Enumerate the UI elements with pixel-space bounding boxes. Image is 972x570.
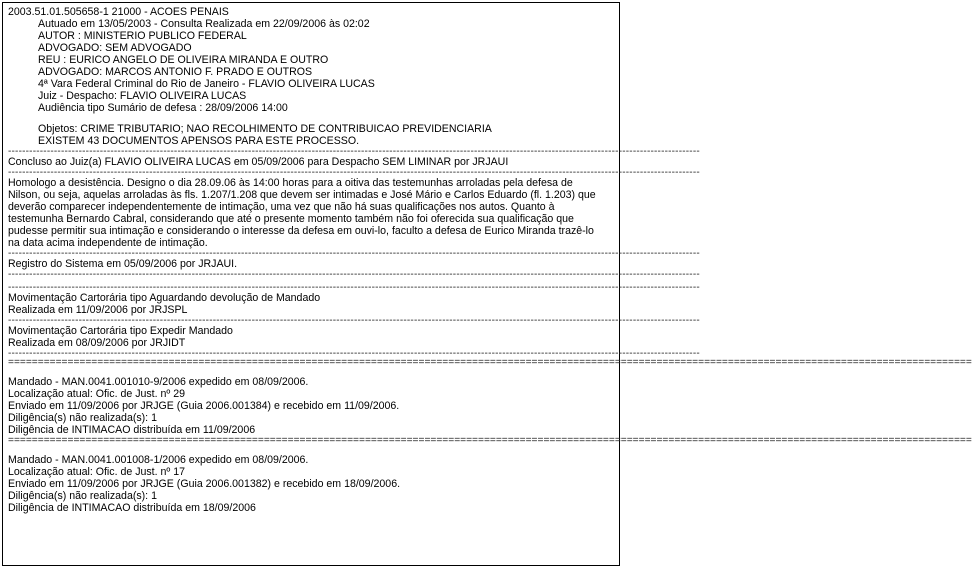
conclusao-line: Concluso ao Juiz(a) FLAVIO OLIVEIRA LUCAS em 05/09/2006 para Despacho SEM LIMINAR por JRJAUI (8, 156, 509, 168)
dash-separator: ---------------------------------------------------------------------------------------------------------------------------------------------------------------------------------------------------- (8, 248, 700, 259)
document-page (2, 2, 972, 566)
equals-separator: ================================================================================================================================================================== (8, 435, 972, 446)
movimentacao-realizada: Realizada em 11/09/2006 por JRJSPL (8, 304, 188, 316)
mandado-enviado: Enviado em 11/09/2006 por JRJGE (Guia 2006.001384) e recebido em 11/09/2006. (8, 400, 400, 412)
autor-line: AUTOR : MINISTERIO PUBLICO FEDERAL (38, 30, 247, 42)
mandado-enviado: Enviado em 11/09/2006 por JRJGE (Guia 2006.001382) e recebido em 18/09/2006. (8, 478, 401, 490)
mandado-diligencias: Diligência(s) não realizada(s): 1 (8, 490, 157, 502)
dash-separator: ---------------------------------------------------------------------------------------------------------------------------------------------------------------------------------------------------- (8, 167, 700, 178)
objetos-line: Objetos: CRIME TRIBUTARIO; NAO RECOLHIMENTO DE CONTRIBUICAO PREVIDENCIARIA (38, 123, 492, 135)
mandado-title: Mandado - MAN.0041.001010-9/2006 expedido em 08/09/2006. (8, 376, 309, 388)
advogado-reu-line: ADVOGADO: MARCOS ANTONIO F. PRADO E OUTROS (38, 66, 313, 78)
mandado-localizacao: Localização atual: Ofic. de Just. nº 29 (8, 388, 186, 400)
mandado-localizacao: Localização atual: Ofic. de Just. nº 17 (8, 466, 186, 478)
mandado-distribuida: Diligência de INTIMACAO distribuída em 11/09/2006 (8, 424, 256, 436)
registro-line: Registro do Sistema em 05/09/2006 por JRJAUI. (8, 258, 238, 270)
movimentacao-tipo: Movimentação Cartorária tipo Aguardando devolução de Mandado (8, 292, 321, 304)
advogado-autor-line: ADVOGADO: SEM ADVOGADO (38, 42, 192, 54)
autuado-line: Autuado em 13/05/2003 - Consulta Realizada em 22/09/2006 às 02:02 (38, 18, 370, 30)
dash-separator: ---------------------------------------------------------------------------------------------------------------------------------------------------------------------------------------------------- (8, 269, 700, 280)
equals-separator: ================================================================================================================================================================== (8, 357, 972, 368)
mandado-title: Mandado - MAN.0041.001008-1/2006 expedido em 08/09/2006. (8, 454, 309, 466)
reu-line: REU : EURICO ANGELO DE OLIVEIRA MIRANDA E OUTRO (38, 54, 329, 66)
vara-line: 4ª Vara Federal Criminal do Rio de Janeiro - FLAVIO OLIVEIRA LUCAS (38, 78, 375, 90)
process-number: 2003.51.01.505658-1 21000 - ACOES PENAIS (8, 6, 229, 18)
documentos-line: EXISTEM 43 DOCUMENTOS APENSOS PARA ESTE PROCESSO. (38, 135, 360, 147)
mandado-distribuida: Diligência de INTIMACAO distribuída em 18/09/2006 (8, 502, 256, 514)
dash-separator: ---------------------------------------------------------------------------------------------------------------------------------------------------------------------------------------------------- (8, 315, 700, 326)
mandado-diligencias: Diligência(s) não realizada(s): 1 (8, 412, 157, 424)
despacho-paragraph: Homologo a desistência. Designo o dia 28.09.06 às 14:00 horas para a oitiva das testemunhas arroladas pela defesa de Nilson, ou seja, aquelas arroladas às fls. 1.207/1.208 que devem ser intimadas e José Mário e Carlos Eduardo (fl. 1.203) que deverão comparecer independentemente de intimação, uma vez que não há suas qualificações nos autos. Quanto à testemunha Bernardo Cabral, considerando que até o presente momento também não foi oferecida sua qualificação que pudesse permitir sua intimação e considerando o interesse da defesa em ouvi-lo, faculto a defesa de Eurico Miranda trazê-lo na data acima independente de intimação. (8, 177, 596, 249)
dash-separator: ---------------------------------------------------------------------------------------------------------------------------------------------------------------------------------------------------- (8, 282, 700, 293)
dash-separator: ---------------------------------------------------------------------------------------------------------------------------------------------------------------------------------------------------- (8, 348, 700, 359)
juiz-line: Juiz - Despacho: FLAVIO OLIVEIRA LUCAS (38, 90, 247, 102)
movimentacao-tipo: Movimentação Cartorária tipo Expedir Mandado (8, 325, 233, 337)
dash-separator: ---------------------------------------------------------------------------------------------------------------------------------------------------------------------------------------------------- (8, 146, 700, 157)
movimentacao-realizada: Realizada em 08/09/2006 por JRJIDT (8, 337, 186, 349)
document-content (8, 6, 972, 514)
audiencia-line: Audiência tipo Sumário de defesa : 28/09/2006 14:00 (38, 102, 288, 114)
